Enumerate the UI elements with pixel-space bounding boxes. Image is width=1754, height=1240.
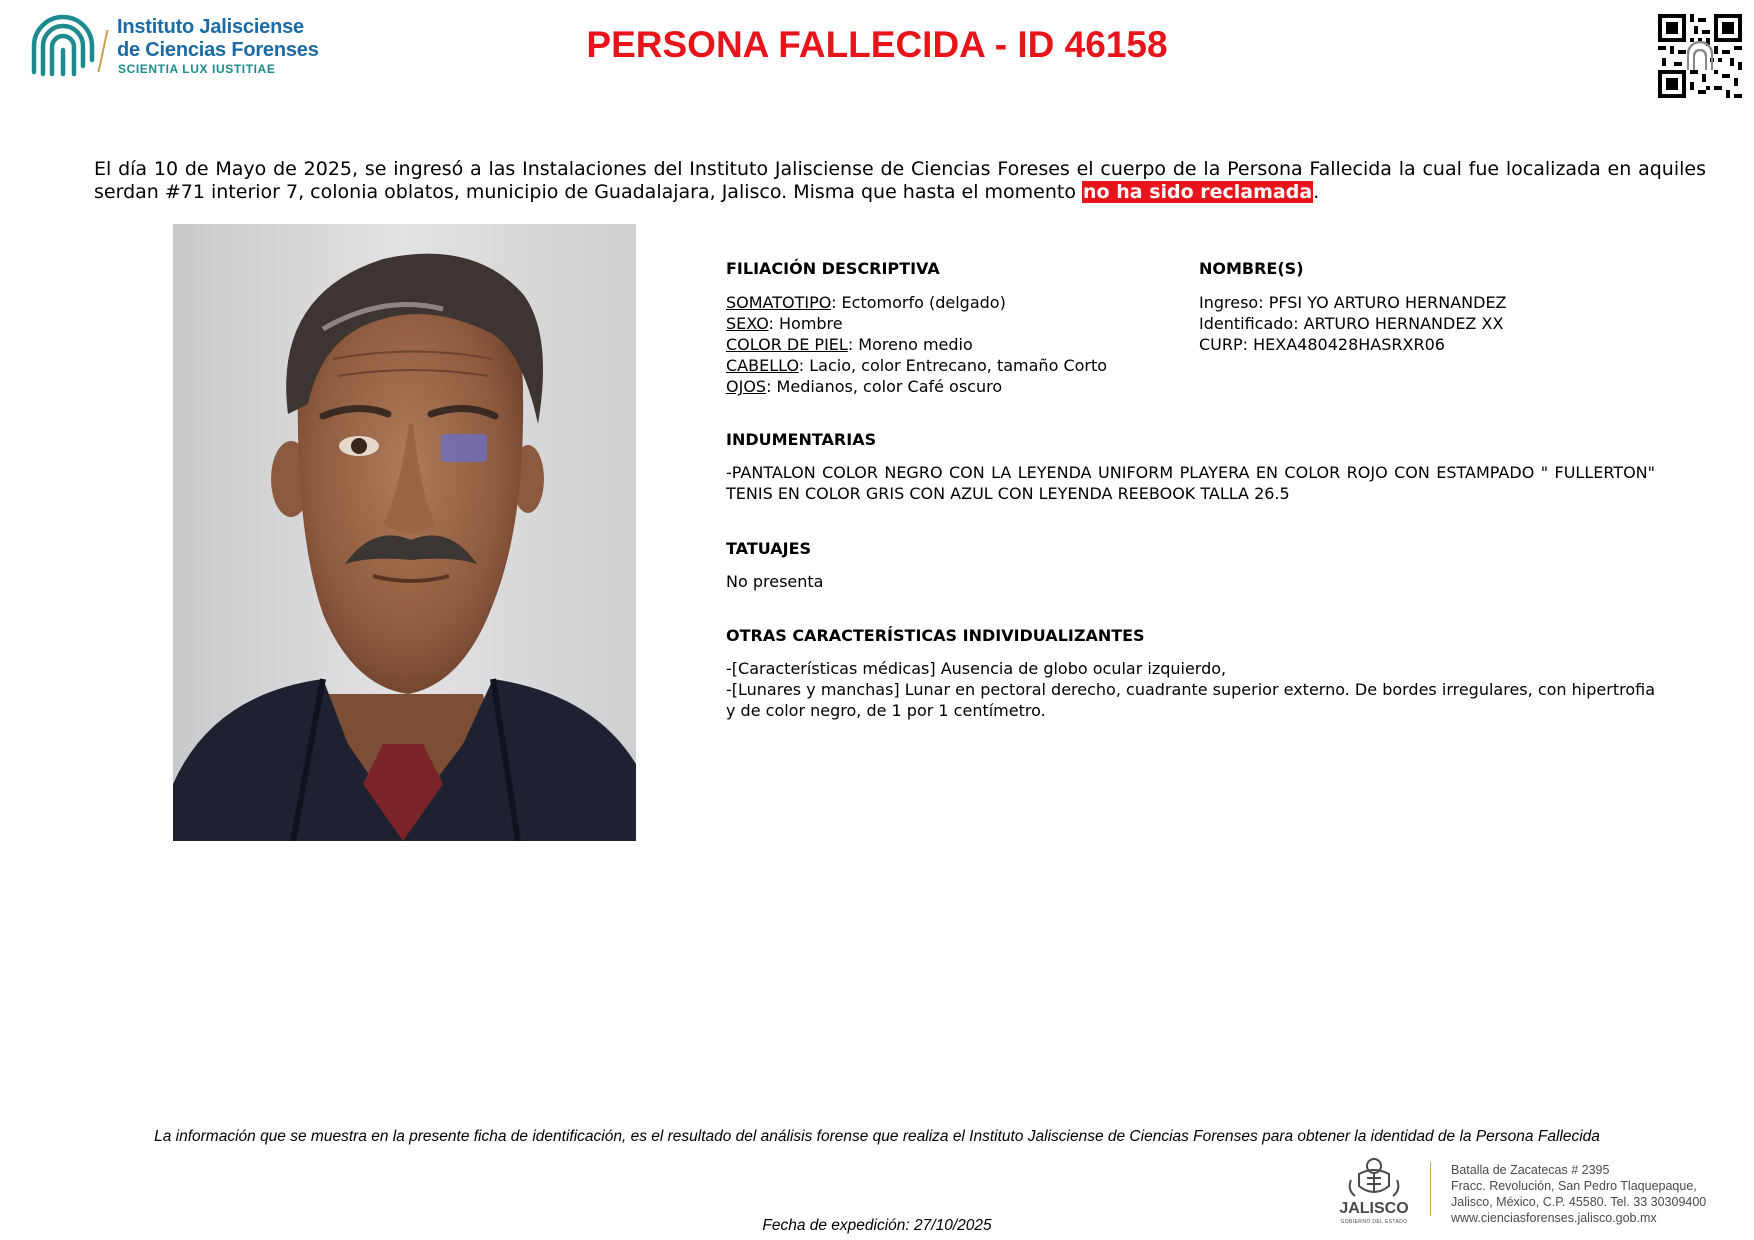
jalisco-emblem-icon [1343,1156,1405,1200]
intro-paragraph [94,158,1706,204]
address-line-1: Batalla de Zacatecas # 2395 [1451,1163,1610,1177]
page-title: PERSONA FALLECIDA - ID 46158 [586,24,1168,65]
jalisco-logo-text: JALISCO [1339,1200,1409,1217]
logo-line-2: de Ciencias Forenses [117,39,319,61]
sexo-value: : Hombre [768,314,843,333]
cabello-item [726,355,1107,376]
logo-line-1: Instituto Jalisciense [117,16,304,38]
sexo-label: SEXO [726,314,769,333]
filiacion-list [726,292,1107,397]
footer-divider [1430,1162,1431,1216]
indumentarias-heading: INDUMENTARIAS [726,430,877,449]
otras-text [726,658,1655,721]
portrait-illustration [173,224,636,841]
nombres-heading: NOMBRE(S) [1199,259,1304,278]
intro-text: El día 10 de Mayo de 2025, se ingresó a las Instalaciones del Instituto Jalisciense de Ciencias Foreses el cuerpo de la Persona Fallecida la cual fue localizada en aquiles serdan #71 interior 7, colonia oblatos, municipio de Guadalajara, Jalisco. Misma que hasta el momento [94,158,1706,203]
fecha-expedicion: Fecha de expedición: 27/10/2025 [762,1217,992,1234]
nombres-list [1199,292,1507,355]
disclaimer: La información que se muestra en la presente ficha de identificación, es el resultado del análisis forense que realiza el Instituto Jalisciense de Ciencias Forenses para obtener la identidad de la Persona Fallecida [154,1128,1600,1145]
indumentarias-text: -PANTALON COLOR NEGRO CON LA LEYENDA UNIFORM PLAYERA EN COLOR ROJO CON ESTAMPADO " FULLERTON" TENIS EN COLOR GRIS CON AZUL CON LEYENDA REEBOOK TALLA 26.5 [726,463,1655,503]
somatotipo-item [726,292,1107,313]
address-line-3: Jalisco, México, C.P. 45580. Tel. 33 30309400 [1451,1195,1707,1209]
website-link[interactable]: www.cienciasforenses.jalisco.gob.mx [1451,1211,1657,1225]
tatuajes-heading: TATUAJES [726,539,812,558]
curp: CURP: HEXA480428HASRXR06 [1199,335,1445,354]
jalisco-logo-subtext: GOBIERNO DEL ESTADO [1340,1219,1408,1225]
qr-code-icon[interactable] [1658,14,1742,98]
deceased-person-photo [173,224,636,841]
color-piel-label: COLOR DE PIEL [726,335,848,354]
otras-line-2: -[Lunares y manchas] Lunar en pectoral derecho, cuadrante superior externo. De bordes irregulares, con hipertrofia y de color negro, de 1 por 1 centímetro. [726,680,1655,720]
otras-heading: OTRAS CARACTERÍSTICAS INDIVIDUALIZANTES [726,626,1145,645]
nombre-ingreso: Ingreso: PFSI YO ARTURO HERNANDEZ [1199,293,1507,312]
otras-line-1: -[Características médicas] Ausencia de globo ocular izquierdo, [726,659,1227,678]
somatotipo-label: SOMATOTIPO [726,293,832,312]
cabello-value: : Lacio, color Entrecano, tamaño Corto [798,356,1108,375]
ojos-item [726,376,1107,397]
sexo-item [726,313,1107,334]
intro-end: . [1313,181,1320,203]
logo-motto: SCIENTIA LUX IUSTITIAE [118,62,276,76]
ojos-value: : Medianos, color Café oscuro [766,377,1003,396]
somatotipo-value: : Ectomorfo (delgado) [831,293,1006,312]
cabello-label: CABELLO [726,356,799,375]
color-piel-value: : Moreno medio [847,335,973,354]
ojos-label: OJOS [726,377,767,396]
color-piel-item [726,334,1107,355]
tatuajes-text: No presenta [726,572,824,591]
address-line-2: Fracc. Revolución, San Pedro Tlaquepaque, [1451,1179,1697,1193]
nombre-identificado: Identificado: ARTURO HERNANDEZ XX [1199,314,1504,333]
unclaimed-highlight: no ha sido reclamada [1083,181,1313,203]
filiacion-heading: FILIACIÓN DESCRIPTIVA [726,259,940,278]
